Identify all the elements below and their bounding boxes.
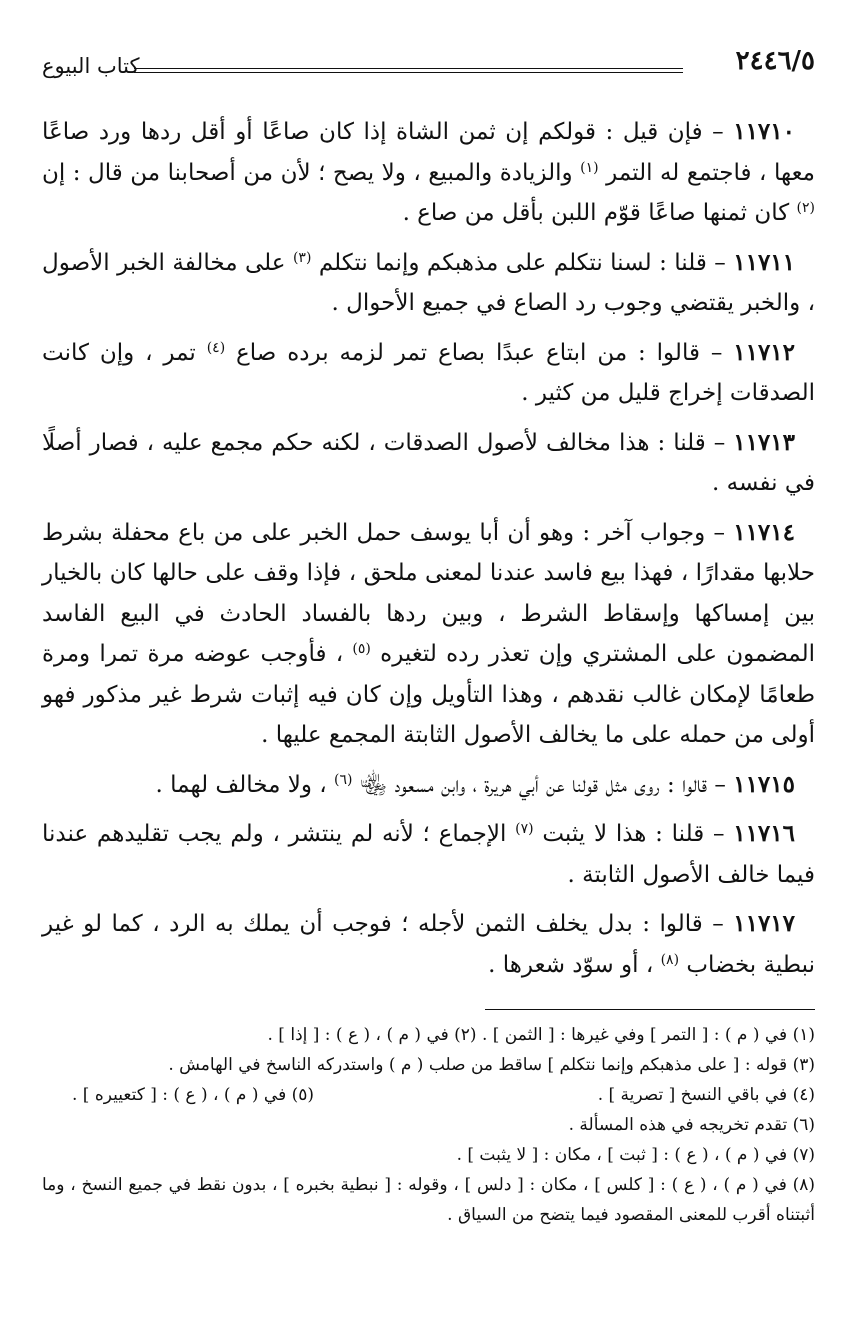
paragraph-text: – قلنا : هذا لا يثبت [533, 821, 725, 847]
footnote-separator [485, 1009, 815, 1010]
header-rule [134, 68, 683, 73]
paragraph-text: تمر ، وإن كانت الصدقات إخراج قليل من كثير . [42, 339, 815, 406]
footnote-marker: (١) [580, 159, 599, 176]
paragraph-number: ١١٧١٣ [733, 428, 795, 456]
paragraph-text: على مخالفة الخبر الأصول ، والخبر يقتضي وجوب رد الصاع في جميع الأحوال . [42, 249, 815, 316]
footnote-line: (٦) تقدم تخريجه في هذه المسألة . [568, 1115, 815, 1135]
paragraph [42, 814, 815, 895]
footnote-marker: (٧) [515, 821, 534, 837]
paragraph-text: – قلنا : لسنا نتكلم على مذهبكم وإنما نتكلم [311, 249, 726, 276]
footnotes [42, 1020, 815, 1230]
paragraph [42, 765, 815, 806]
paragraph-number: ١١٧١٥ [733, 770, 795, 798]
paragraph [42, 904, 815, 985]
paragraph-text: – قلنا : هذا مخالف لأصول الصدقات ، لكنه حكم مجمع عليه ، فصار أصلًا في نفسه . [42, 429, 815, 496]
page-number: ٢٤٤٦/٥ [735, 46, 815, 76]
footnote-line: (٨) في ( م ) ، ( ع ) : [ كلس ] ، مكان : [ دلس ] ، وقوله : [ نبطية بخبره ] ، بدون نقط في جميع النسخ ، وما أثبتناه أقرب للمعنى المقصود فيما يتضح من السياق . [42, 1175, 815, 1225]
footnote-line: (١) في ( م ) : [ التمر ] وفي غيرها : [ الثمن ] . (٢) في ( م ) ، ( ع ) : [ إذا ] . [267, 1025, 815, 1045]
paragraph-text: ، فأوجب عوضه مرة تمرا ومرة طعامًا لإمكان غالب نقدهم ، وهذا التأويل وإن كان فيه إثبات شرط غير مذكور فهو أولى من حمله على ما يخالف الأصول الثابتة المجمع عليها . [42, 641, 815, 748]
paragraph-number: ١١٧١٠ [733, 118, 795, 145]
paragraph-number: ١١٧١١ [733, 248, 796, 276]
paragraph-text: كان ثمنها صاعًا قوّم اللبن بأقل من صاع . [402, 200, 797, 226]
paragraph [42, 333, 815, 414]
paragraph-text: ، ولا مخالف لهما . [155, 771, 334, 798]
book-title: كتاب البيوع [42, 54, 140, 78]
paragraph-number: ١١٧١٧ [733, 910, 796, 937]
footnote-line: (٧) في ( م ) ، ( ع ) : [ ثبت ] ، مكان : [ لا يثبت ] . [456, 1145, 815, 1165]
footnote-marker: (٥) [352, 641, 371, 657]
footnote-line: (٤) في باقي النسخ [ تصرية ] . [597, 1085, 815, 1105]
footnote-marker: (٨) [660, 951, 680, 968]
paragraph [42, 243, 815, 324]
paragraph-text: الإجماع ؛ لأنه لم ينتشر ، ولم يجب تقليدهم عندنا فيما خالف الأصول الثابتة . [42, 821, 815, 888]
paragraph-text: – قالوا : من ابتاع عبدًا بصاع تمر لزمه برده صاع [225, 339, 723, 366]
footnote-pair [42, 1080, 815, 1110]
footnote-line: (٥) في ( م ) ، ( ع ) : [ كتعييره ] . [72, 1085, 315, 1105]
paragraph-text: – قالوا : بدل يخلف الثمن لأجله ؛ فوجب أن يملك به الرد ، كما لو غير نبطية بخضاب [42, 911, 815, 978]
paragraph-number: ١١٧١٢ [733, 338, 796, 366]
paragraph-number: ١١٧١٦ [733, 820, 795, 847]
paragraph-text: ، أو سوّد شعرها . [488, 951, 661, 978]
footnote-marker: (٦) [333, 771, 353, 788]
running-header [42, 40, 815, 90]
paragraph-text: – وجواب آخر : وهو أن أبا يوسف حمل الخبر على من باع محفلة بشرط حلابها مقدارًا ، فهذا بيع فاسد عندنا لمعنى ملحق ، فإذا وقف على حالها كان بالخيار بين إمساكها وإسقاط الشرط ، وبين ردها بالفساد الحادث في البيع الفاسد المضمون على المشتري وإن تعذر رده لتغيره [42, 519, 815, 667]
footnote-marker: (٣) [292, 249, 312, 266]
paragraph-text: – قالوا : روى مثل قولنا عن أبي هريرة ، وابن مسعود ﵄ [352, 771, 726, 798]
paragraph-text: – فإن قيل : قولكم إن ثمن الشاة إذا كان صاعًا أو أقل ردها ورد صاعًا معها ، فاجتمع له التمر [42, 119, 815, 186]
footnote-marker: (٤) [206, 339, 226, 356]
paragraph [42, 423, 815, 504]
paragraph [42, 112, 815, 234]
footnote-marker: (٢) [796, 200, 815, 216]
paragraph-number: ١١٧١٤ [733, 518, 795, 546]
paragraph-text: والزيادة والمبيع ، ولا يصح ؛ لأن من أصحابنا من قال : إن [42, 159, 581, 186]
footnote-line: (٣) قوله : [ على مذهبكم وإنما نتكلم ] ساقط من صلب ( م ) واستدركه الناسخ في الهامش . [168, 1055, 815, 1075]
book-page [42, 40, 815, 1317]
paragraph [42, 513, 815, 756]
main-text [42, 112, 815, 985]
